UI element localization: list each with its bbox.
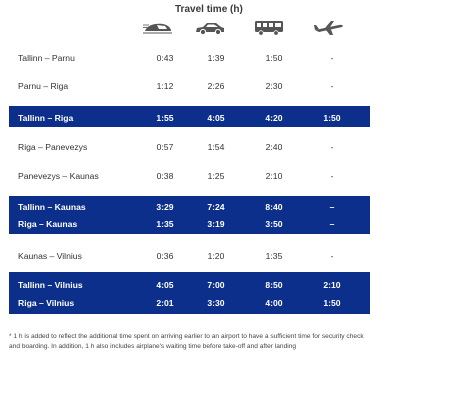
car-time: 1:39 [207, 53, 225, 63]
route-label: Riga – Kaunas [18, 219, 78, 229]
route-label: Parnu – Riga [18, 81, 69, 91]
bus-time: 1:35 [265, 251, 283, 261]
car-time: 7:00 [207, 280, 225, 290]
car-time: 3:30 [207, 298, 225, 308]
bus-icon [254, 20, 284, 36]
table-header [0, 4, 470, 38]
bus-time: 2:30 [265, 81, 283, 91]
train-icon [143, 20, 173, 36]
bus-time: 1:50 [265, 53, 283, 63]
bus-time: 8:40 [265, 202, 283, 212]
airplane-icon [313, 20, 345, 36]
train-time: 2:01 [156, 298, 174, 308]
air-time: - [330, 171, 334, 181]
highlight-band [9, 272, 370, 314]
route-label: Riga – Vilnius [18, 298, 75, 308]
train-time: 1:12 [156, 81, 174, 91]
train-time: 1:35 [156, 219, 174, 229]
car-icon [194, 20, 226, 36]
car-time: 4:05 [207, 113, 225, 123]
car-time: 1:20 [207, 251, 225, 261]
train-time: 1:55 [156, 113, 174, 123]
route-label: Tallinn – Vilnius [18, 280, 83, 290]
route-label: Panevezys – Kaunas [18, 171, 99, 181]
car-time: 1:25 [207, 171, 225, 181]
route-label: Tallinn – Riga [18, 113, 74, 123]
car-time: 2:26 [207, 81, 225, 91]
train-time: 4:05 [156, 280, 174, 290]
route-label: Tallinn – Kaunas [18, 202, 86, 212]
bus-time: 8:50 [265, 280, 283, 290]
car-time: 7:24 [207, 202, 225, 212]
train-time: 0:57 [156, 142, 174, 152]
car-time: 3:19 [207, 219, 225, 229]
air-time: - [330, 53, 334, 63]
bus-time: 2:40 [265, 142, 283, 152]
bus-time: 4:20 [265, 113, 283, 123]
route-label: Kaunas – Vilnius [18, 251, 82, 261]
air-time: 1:50 [323, 113, 341, 123]
air-time: – [329, 202, 335, 212]
highlight-band [9, 106, 370, 127]
train-time: 0:43 [156, 53, 174, 63]
bus-time: 2:10 [265, 171, 283, 181]
train-time: 0:36 [156, 251, 174, 261]
car-time: 1:54 [207, 142, 225, 152]
route-label: Riga – Panevezys [18, 142, 88, 152]
bus-time: 4:00 [265, 298, 283, 308]
train-time: 0:38 [156, 171, 174, 181]
table-title: Travel time (h) [175, 4, 243, 15]
footnote: * 1 h is added to reflect the additional time spent on arriving earlier to an airport to have a sufficient time for security check and boarding. In addition, 1 h also includes airplane's waiting time before take-off and after landing [9, 333, 364, 350]
air-time: - [330, 81, 334, 91]
route-label: Tallinn – Parnu [18, 53, 75, 63]
air-time: 1:50 [323, 298, 341, 308]
air-time: 2:10 [323, 280, 341, 290]
bus-time: 3:50 [265, 219, 283, 229]
air-time: – [329, 219, 335, 229]
air-time: - [330, 142, 334, 152]
train-time: 3:29 [156, 202, 174, 212]
highlight-band [9, 196, 370, 234]
air-time: - [330, 251, 334, 261]
